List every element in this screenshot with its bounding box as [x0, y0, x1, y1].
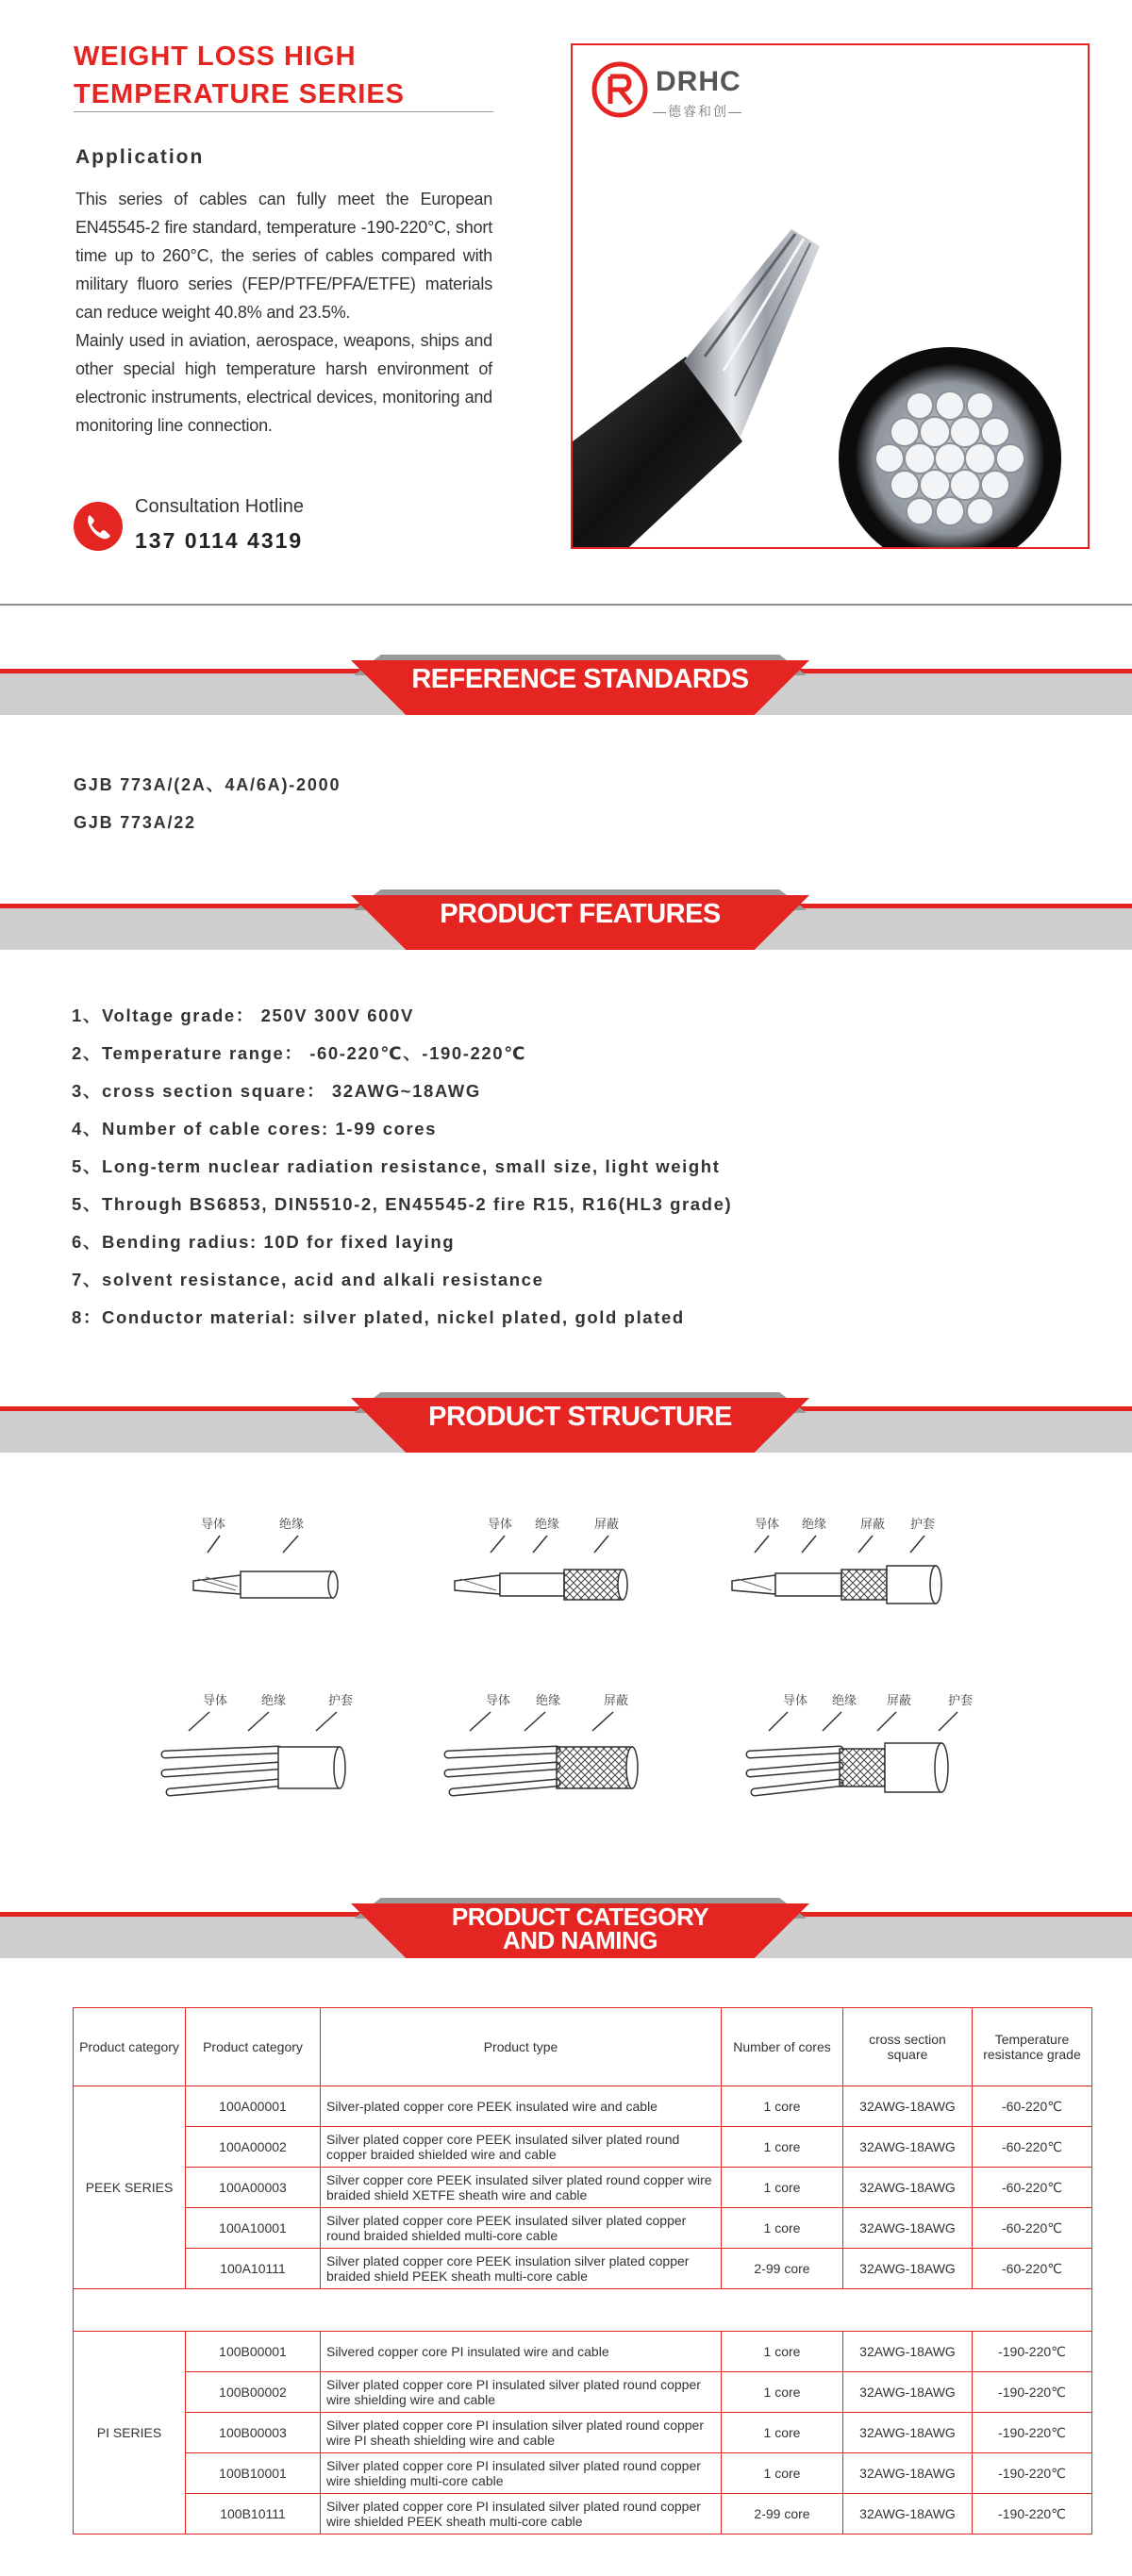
- table-cell: 32AWG-18AWG: [843, 2168, 973, 2208]
- product-table: [73, 2007, 1092, 2534]
- label-insulation: 绝缘: [535, 1518, 560, 1532]
- label-conductor: 导体: [486, 1694, 511, 1708]
- group-name: PEEK SERIES: [74, 2086, 186, 2289]
- feature-item: 7、solvent resistance, acid and alkali resistance: [72, 1270, 544, 1289]
- table-cell: 32AWG-18AWG: [843, 2332, 973, 2372]
- table-cell: 100B10001: [186, 2453, 321, 2494]
- table-cell: 100A00003: [186, 2168, 321, 2208]
- section-banner-category: [0, 1898, 1132, 1958]
- section-title-features: PRODUCT FEATURES: [440, 899, 721, 929]
- table-header: Product category: [74, 2008, 186, 2086]
- table-row: [74, 2127, 1092, 2168]
- table-header: cross section square: [843, 2008, 973, 2086]
- table-cell: -60-220℃: [973, 2127, 1092, 2168]
- table-cell: 1 core: [722, 2372, 843, 2413]
- label-jacket: 护套: [910, 1518, 936, 1532]
- table-cell: 100B00001: [186, 2332, 321, 2372]
- table-cell: Silver-plated copper core PEEK insulated wire and cable: [321, 2086, 722, 2127]
- table-cell: 1 core: [722, 2168, 843, 2208]
- table-cell: 100A10001: [186, 2208, 321, 2249]
- table-cell: Silver plated copper core PEEK insulation silver plated copper braided shield PEEK sheath multi-core cable: [321, 2249, 722, 2289]
- table-cell: -60-220℃: [973, 2086, 1092, 2127]
- table-header-row: [74, 2008, 1092, 2086]
- section-title-category-line2: AND NAMING: [503, 1926, 658, 1954]
- table-row: [74, 2168, 1092, 2208]
- table-cell: 100B10111: [186, 2494, 321, 2534]
- table-spacer-row: [74, 2289, 1092, 2332]
- table-header: Temperature resistance grade: [973, 2008, 1092, 2086]
- table-cell: -190-220℃: [973, 2494, 1092, 2534]
- table-row: [74, 2208, 1092, 2249]
- table-cell: 100A00002: [186, 2127, 321, 2168]
- label-insulation: 绝缘: [536, 1694, 561, 1708]
- table-header: Product type: [321, 2008, 722, 2086]
- structure-diagram-3: [732, 1517, 941, 1604]
- table-cell: 1 core: [722, 2086, 843, 2127]
- table-cell: 1 core: [722, 2332, 843, 2372]
- section-title-category: [351, 1905, 809, 1953]
- table-row: [74, 2249, 1092, 2289]
- table-cell: -60-220℃: [973, 2249, 1092, 2289]
- structure-diagram-1: [193, 1517, 338, 1598]
- structure-diagram-2: [455, 1517, 627, 1600]
- table-cell: -190-220℃: [973, 2453, 1092, 2494]
- standard-item: GJB 773A/(2A、4A/6A)-2000: [74, 775, 341, 794]
- table-cell: 32AWG-18AWG: [843, 2453, 973, 2494]
- table-row: [74, 2086, 1092, 2127]
- table-cell: Silver plated copper core PI insulated silver plated round copper wire shielding wire and cable: [321, 2372, 722, 2413]
- table-cell: 100A10111: [186, 2249, 321, 2289]
- section-banner-structure: [0, 1392, 1132, 1453]
- label-shield: 屏蔽: [594, 1518, 620, 1532]
- label-shield: 屏蔽: [887, 1694, 912, 1708]
- feature-item: 2、Temperature range： -60-220℃、-190-220℃: [72, 1043, 527, 1063]
- section-title-category-line1: PRODUCT CATEGORY: [451, 1903, 709, 1931]
- table-header: Number of cores: [722, 2008, 843, 2086]
- table-cell: Silver plated copper core PI insulated silver plated round copper wire shielded PEEK sheath multi-core cable: [321, 2494, 722, 2534]
- table-cell: Silver plated copper core PEEK insulated silver plated round copper braided shielded wire and cable: [321, 2127, 722, 2168]
- title-divider: [74, 111, 493, 112]
- table-cell: -60-220℃: [973, 2208, 1092, 2249]
- table-cell: 32AWG-18AWG: [843, 2372, 973, 2413]
- structure-diagram-4: [165, 1693, 353, 1792]
- label-conductor: 导体: [755, 1518, 780, 1532]
- table-cell: 100B00003: [186, 2413, 321, 2453]
- table-cell: 2-99 core: [722, 2249, 843, 2289]
- page-divider: [0, 604, 1132, 606]
- label-jacket: 护套: [328, 1694, 354, 1708]
- phone-icon: [74, 502, 123, 551]
- table-cell: 100B00002: [186, 2372, 321, 2413]
- table-cell: 32AWG-18AWG: [843, 2413, 973, 2453]
- feature-item: 3、cross section square： 32AWG~18AWG: [72, 1081, 481, 1101]
- page-title: WEIGHT LOSS HIGH TEMPERATURE SERIES: [74, 42, 406, 109]
- table-row: [74, 2413, 1092, 2453]
- application-paragraph-1: This series of cables can fully meet the European EN45545-2 fire standard, temperature -190-220°C, short time up to 260°C, the series of cables compared with military fluoro series (FEP/PTFE/PFA/ETFE) materials can reduce weight 40.8% and 23.5%.: [75, 190, 492, 322]
- label-conductor: 导体: [783, 1694, 808, 1708]
- table-cell: 32AWG-18AWG: [843, 2249, 973, 2289]
- label-insulation: 绝缘: [261, 1694, 287, 1708]
- table-cell: -190-220℃: [973, 2332, 1092, 2372]
- brand-name: DRHC: [656, 66, 741, 97]
- feature-item: 6、Bending radius: 10D for fixed laying: [72, 1232, 456, 1252]
- table-cell: 32AWG-18AWG: [843, 2127, 973, 2168]
- label-jacket: 护套: [948, 1694, 974, 1708]
- table-cell: Silver plated copper core PI insulation silver plated round copper wire PI sheath shielding wire and cable: [321, 2413, 722, 2453]
- application-text: [75, 185, 492, 440]
- table-row: [74, 2332, 1092, 2372]
- table-cell: 32AWG-18AWG: [843, 2086, 973, 2127]
- section-banner-standards: [0, 655, 1132, 715]
- feature-item: 8：Conductor material: silver plated, nickel plated, gold plated: [72, 1307, 685, 1327]
- table-cell: 2-99 core: [722, 2494, 843, 2534]
- label-shield: 屏蔽: [604, 1694, 629, 1708]
- table-cell: 1 core: [722, 2127, 843, 2168]
- table-cell: -190-220℃: [973, 2372, 1092, 2413]
- table-row: [74, 2372, 1092, 2413]
- label-conductor: 导体: [201, 1518, 226, 1532]
- structure-diagrams: [0, 1500, 1132, 1849]
- label-insulation: 绝缘: [279, 1518, 305, 1532]
- structure-diagram-5: [448, 1693, 638, 1792]
- brand-subtitle: —德睿和创—: [653, 104, 743, 119]
- cable-illustration: [573, 45, 1088, 547]
- table-cell: -60-220℃: [973, 2168, 1092, 2208]
- section-title-structure: PRODUCT STRUCTURE: [428, 1402, 732, 1432]
- feature-item: 5、Through BS6853, DIN5510-2, EN45545-2 fire R15, R16(HL3 grade): [72, 1194, 733, 1214]
- table-row: [74, 2494, 1092, 2534]
- table-cell: Silvered copper core PI insulated wire and cable: [321, 2332, 722, 2372]
- table-cell: 32AWG-18AWG: [843, 2494, 973, 2534]
- section-banner-features: [0, 889, 1132, 950]
- table-cell: 100A00001: [186, 2086, 321, 2127]
- product-photo: [571, 43, 1090, 549]
- application-heading: Application: [75, 146, 205, 168]
- features-list: [72, 997, 732, 1337]
- table-cell: Silver plated copper core PEEK insulated silver plated copper round braided shielded multi-core cable: [321, 2208, 722, 2249]
- table-header: Product category: [186, 2008, 321, 2086]
- table-cell: 1 core: [722, 2453, 843, 2494]
- table-cell: Silver plated copper core PI insulated silver plated round copper wire shielding multi-core cable: [321, 2453, 722, 2494]
- table-row: [74, 2453, 1092, 2494]
- standard-item: GJB 773A/22: [74, 813, 196, 832]
- table-cell: Silver copper core PEEK insulated silver plated round copper wire braided shield XETFE sheath wire and cable: [321, 2168, 722, 2208]
- hotline-number[interactable]: 137 0114 4319: [135, 528, 304, 553]
- feature-item: 1、Voltage grade： 250V 300V 600V: [72, 1005, 414, 1025]
- label-conductor: 导体: [488, 1518, 513, 1532]
- table-cell: -190-220℃: [973, 2413, 1092, 2453]
- table-cell: 1 core: [722, 2413, 843, 2453]
- label-conductor: 导体: [203, 1694, 228, 1708]
- feature-item: 5、Long-term nuclear radiation resistance, small size, light weight: [72, 1156, 721, 1176]
- application-paragraph-2: Mainly used in aviation, aerospace, weapons, ships and other special high temperature harsh environment of electronic instruments, electrical devices, monitoring and monitoring line connection.: [75, 331, 492, 435]
- label-insulation: 绝缘: [832, 1694, 857, 1708]
- section-title-standards: REFERENCE STANDARDS: [411, 664, 749, 694]
- label-insulation: 绝缘: [802, 1518, 827, 1532]
- group-name: PI SERIES: [74, 2332, 186, 2534]
- table-cell: 1 core: [722, 2208, 843, 2249]
- structure-diagram-6: [750, 1693, 973, 1792]
- label-shield: 屏蔽: [860, 1518, 886, 1532]
- standards-list: [74, 766, 341, 841]
- hotline-label: Consultation Hotline: [135, 496, 304, 517]
- feature-item: 4、Number of cable cores: 1-99 cores: [72, 1119, 438, 1138]
- table-cell: 32AWG-18AWG: [843, 2208, 973, 2249]
